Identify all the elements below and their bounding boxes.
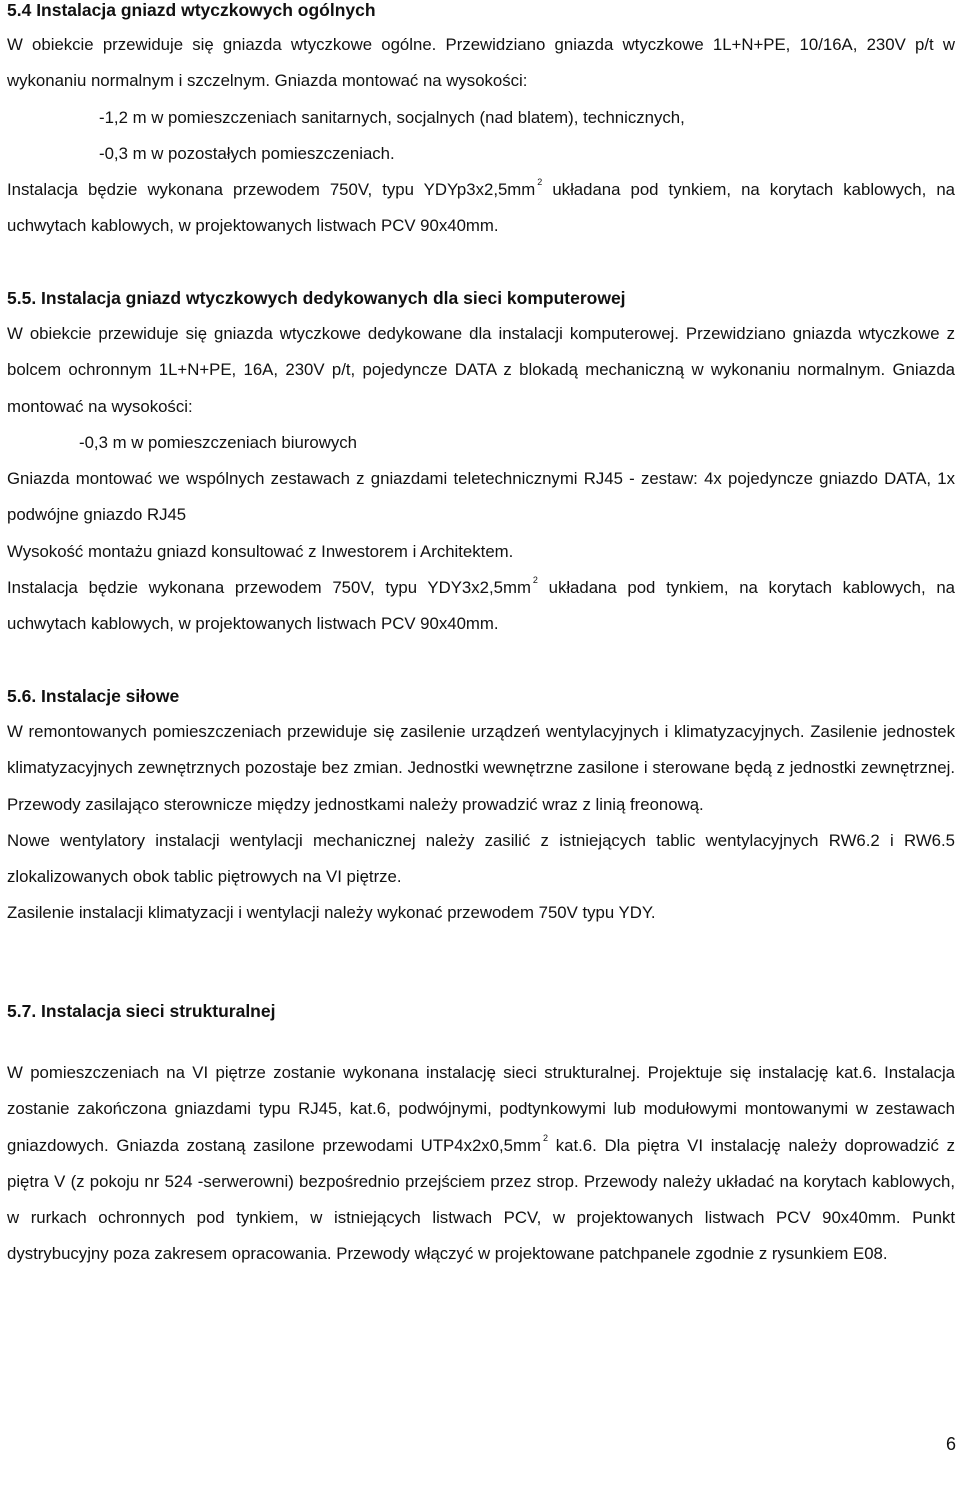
section-5-7-body xyxy=(7,1055,955,1273)
paragraph xyxy=(7,1055,955,1273)
section-heading: 5.7. Instalacja sieci strukturalnej xyxy=(7,1001,276,1021)
text-run: Instalacja będzie wykonana przewodem 750V, typu YDYp3x2,5mm xyxy=(7,180,536,200)
section-5-4-body xyxy=(7,27,955,245)
section-heading: 5.4 Instalacja gniazd wtyczkowych ogólnych xyxy=(7,0,376,20)
paragraph: W obiekcie przewiduje się gniazda wtyczkowe dedykowane dla instalacji komputerowej. Przewidziano gniazda wtyczkowe z bolcem ochronnym 1L+N+PE, 16A, 230V p/t, pojedyncze DATA z blokadą mechaniczną w wykonaniu normalnym. Gniazda montować na wysokości: xyxy=(7,324,955,416)
section-5-7 xyxy=(7,1001,955,1021)
section-5-5 xyxy=(7,288,955,308)
paragraph-indented: -1,2 m w pomieszczeniach sanitarnych, socjalnych (nad blatem), technicznych, xyxy=(99,107,685,127)
paragraph: W remontowanych pomieszczeniach przewiduje się zasilenie urządzeń wentylacyjnych i klimatyzacyjnych. Zasilenie jednostek klimatyzacyjnych zewnętrznych pozostaje bez zmian. Jednostki wewnętrzne zasilone i sterowane będą z jednostki zewnętrznej. Przewody zasilająco sterownicze między jednostkami należy prowadzić wraz z linią freonową. xyxy=(7,722,955,814)
text-run: układana pod tynkiem, na korytach kablowych, na uchwytach kablowych, w projektowanych listwach PCV 90x40mm. xyxy=(7,578,955,634)
section-5-6 xyxy=(7,686,955,706)
superscript: 2 xyxy=(532,575,538,586)
paragraph xyxy=(7,172,955,245)
paragraph: Zasilenie instalacji klimatyzacji i wentylacji należy wykonać przewodem 750V typu YDY. xyxy=(7,903,656,923)
superscript: 2 xyxy=(542,1132,548,1143)
paragraph: Nowe wentylatory instalacji wentylacji mechanicznej należy zasilić z istniejących tablic wentylacyjnych RW6.2 i RW6.5 zlokalizowanych obok tablic piętrowych na VI piętrze. xyxy=(7,830,955,887)
paragraph-indented: -0,3 m w pozostałych pomieszczeniach. xyxy=(99,143,395,163)
section-5-4 xyxy=(7,0,955,20)
section-heading: 5.6. Instalacje siłowe xyxy=(7,686,180,706)
paragraph: Gniazda montować we wspólnych zestawach z gniazdami teletechnicznymi RJ45 - zestaw: 4x pojedyncze gniazdo DATA, 1x podwójne gniazdo RJ45 xyxy=(7,469,955,525)
text-run: W pomieszczeniach na VI piętrze zostanie wykonana instalację sieci strukturalnej. Projektuje się instalację kat.6. Instalacja zostanie zakończona gniazdami typu RJ45, kat.6, podwójnymi, podtynkowymi lub modułowymi montowanymi w zestawach gniazdowych. Gniazda zostaną zasilone przewodami UTP4x2x0,5mm xyxy=(7,1063,955,1155)
superscript: 2 xyxy=(537,177,543,188)
text-run: kat.6. Dla piętra VI instalację należy doprowadzić z piętra V (z pokoju nr 524 -serwerowni) bezpośrednio przejściem przez strop. Przewody należy układać na korytach kablowych, w rurkach ochronnych pod tynkiem, w istniejących listwach PCV, w projektowanych listwach PCV 90x40mm. Punkt dystrybucyjny poza zakresem opracowania. Przewody włączyć w projektowane patchpanele zgodnie z rysunkiem E08. xyxy=(7,1135,955,1264)
section-5-6-body xyxy=(7,714,955,932)
section-heading: 5.5. Instalacja gniazd wtyczkowych dedykowanych dla sieci komputerowej xyxy=(7,288,626,308)
text-run: Instalacja będzie wykonana przewodem 750V, typu YDY3x2,5mm xyxy=(7,578,531,598)
section-5-5-body xyxy=(7,316,955,643)
paragraph-indented: -0,3 m w pomieszczeniach biurowych xyxy=(79,432,357,452)
page-number: 6 xyxy=(945,1434,956,1454)
paragraph: Wysokość montażu gniazd konsultować z Inwestorem i Architektem. xyxy=(7,541,514,561)
text-run: układana pod tynkiem, na korytach kablowych, na uchwytach kablowych, w projektowanych listwach PCV 90x40mm. xyxy=(7,180,955,236)
paragraph: W obiekcie przewiduje się gniazda wtyczkowe ogólne. Przewidziano gniazda wtyczkowe 1L+N+PE, 10/16A, 230V p/t w wykonaniu normalnym i szczelnym. Gniazda montować na wysokości: xyxy=(7,35,955,91)
paragraph xyxy=(7,570,955,643)
